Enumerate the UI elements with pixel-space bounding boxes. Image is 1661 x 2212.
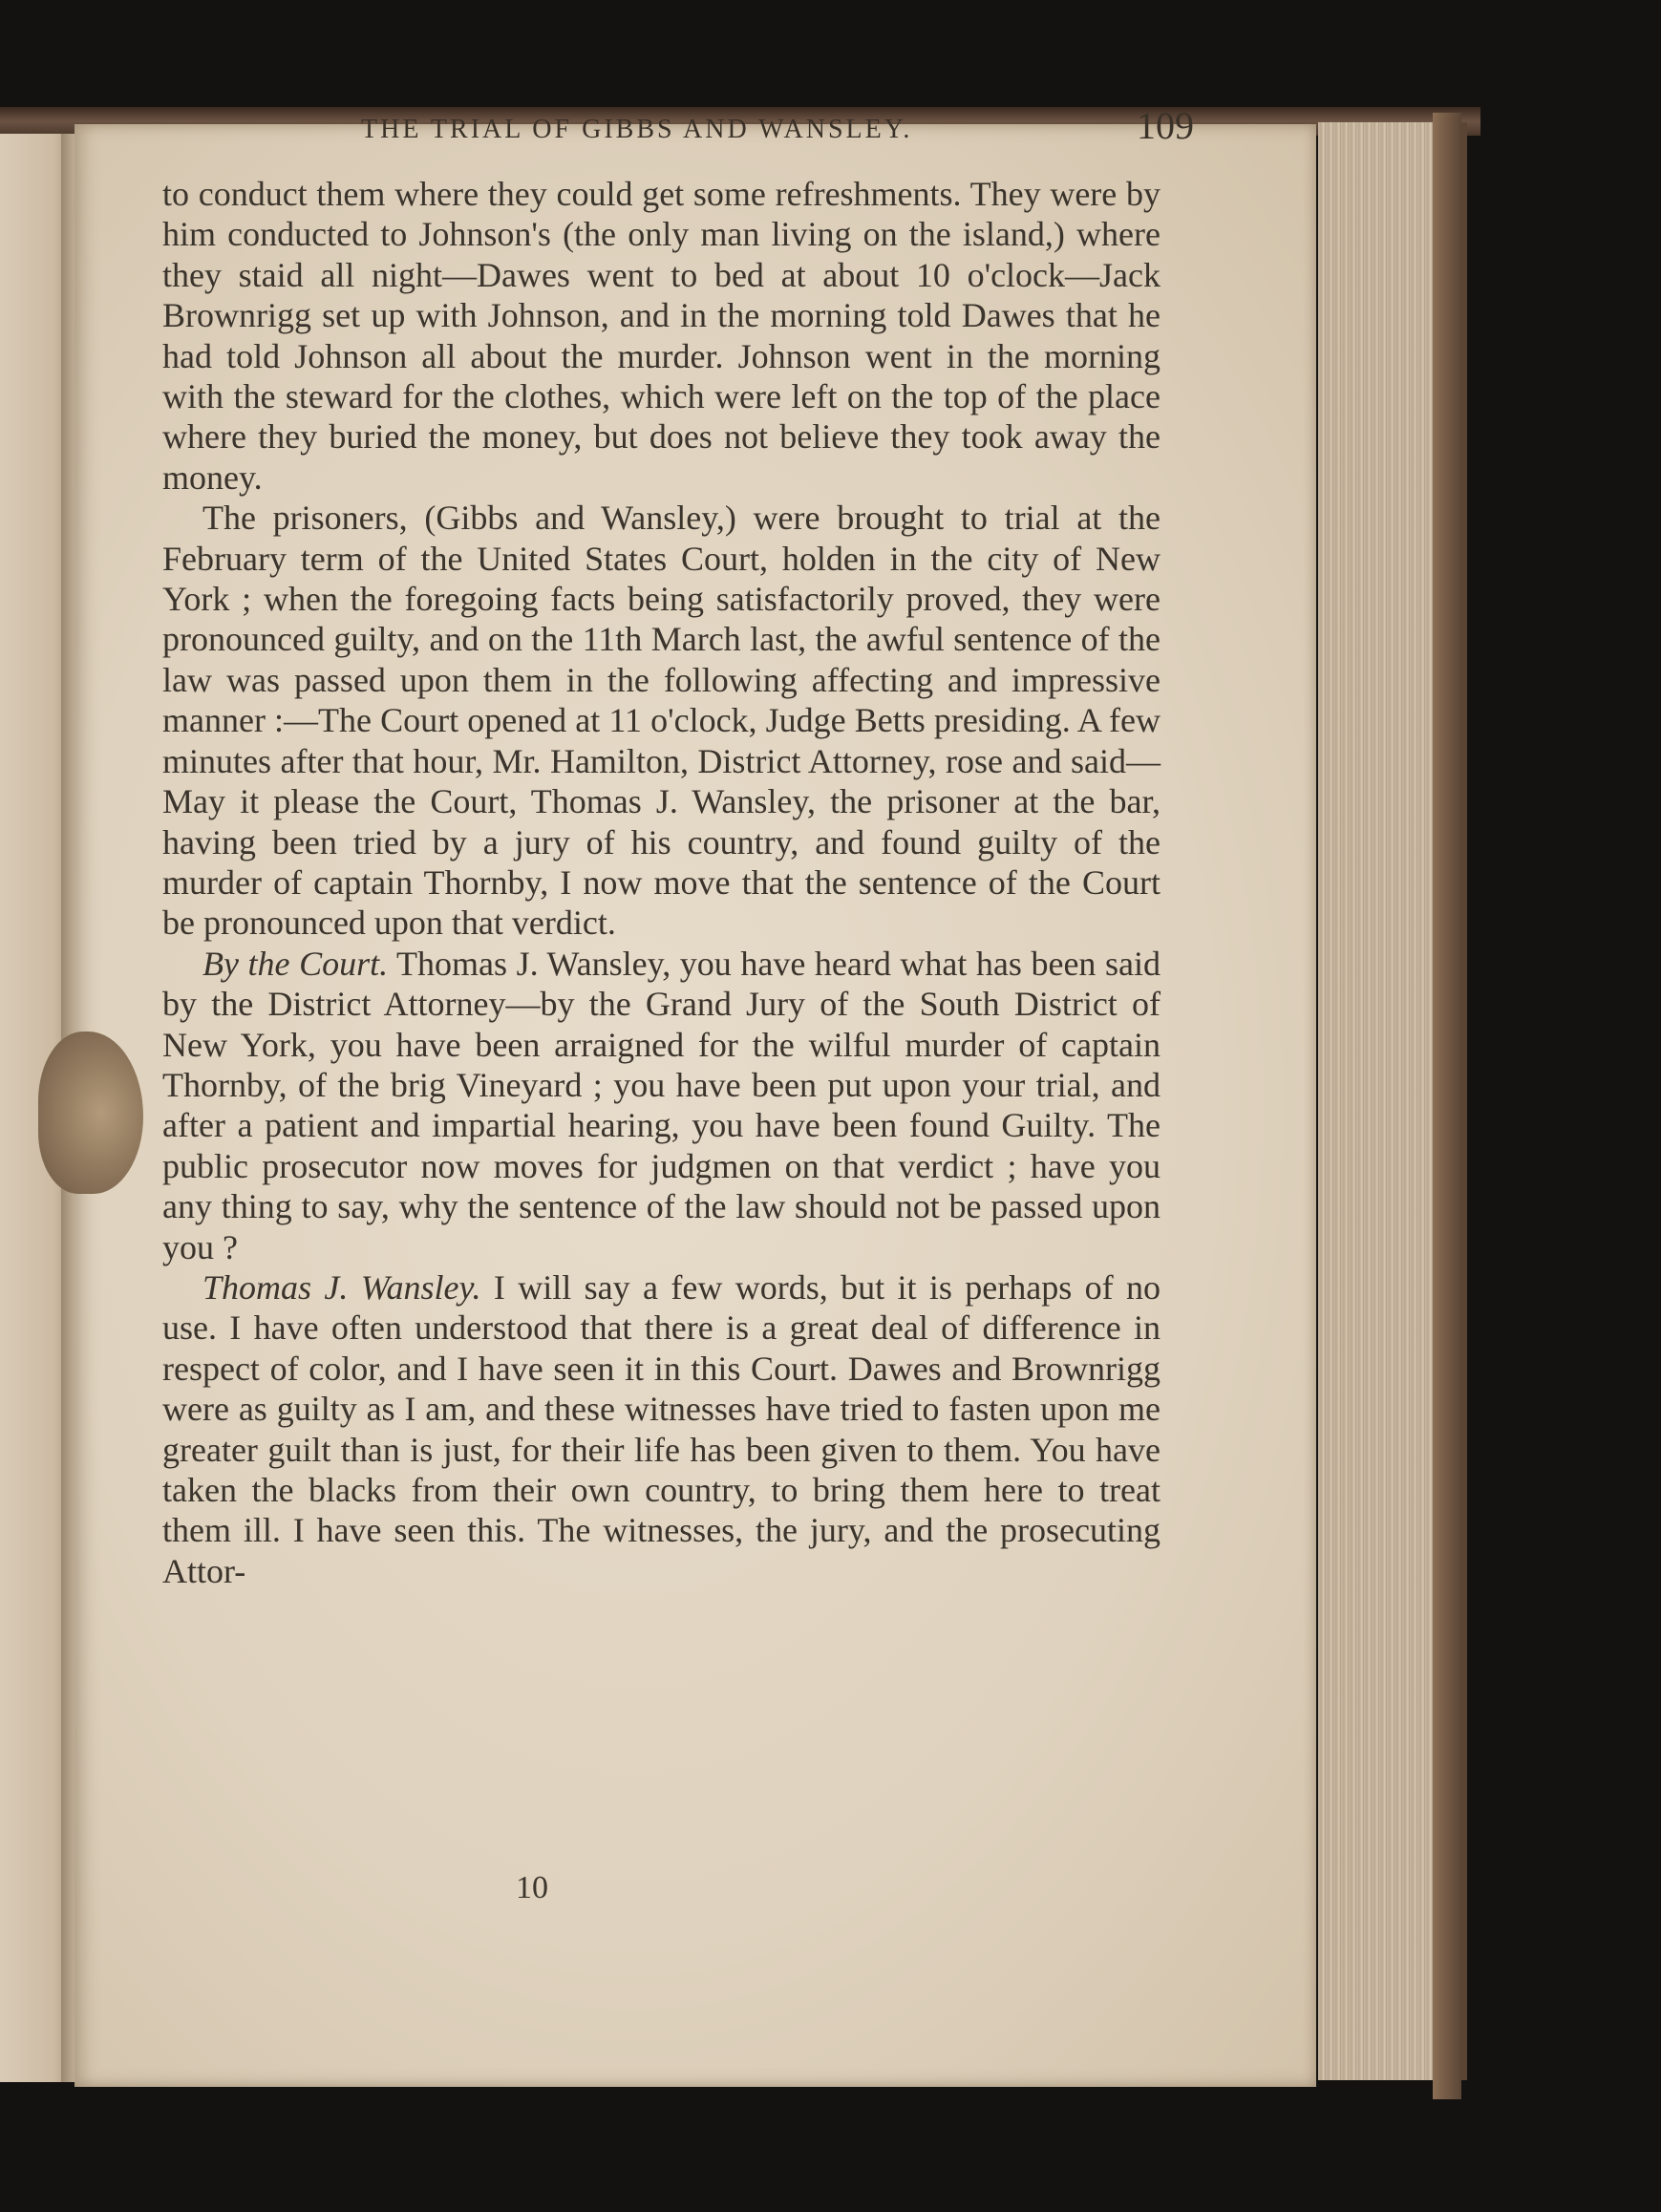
speaker-label: By the Court.: [202, 944, 389, 983]
body-text: [162, 174, 1161, 1591]
paragraph-3-text: Thomas J. Wansley, you have heard what has been said by the District Attorney—by the Grand Jury of the South District of New York, you have been arraigned for the wilful murder of captain Thornby, of the brig Vineyard ; you have been put upon your trial, and after a patient and impartial hearing, you have been found Guilty. The public prosecutor now moves for judgmen on that verdict ; have you any thing to say, why the sentence of the law should not be passed upon you ?: [162, 944, 1161, 1266]
paragraph-4: [162, 1267, 1161, 1591]
book-binding: [1433, 113, 1461, 2099]
running-title: THE TRIAL OF GIBBS AND WANSLEY.: [361, 115, 913, 144]
paragraph-4-text: I will say a few words, but it is perhaps of no use. I have often understood that there is a great deal of difference in respect of color, and I have seen it in this Court. Dawes and Brownrigg were as guilty as I am, and these witnesses have tried to fasten upon me greater guilt than is just, for their life has been given to them. You have taken the blacks from their own country, to bring them here to treat them ill. I have seen this. The witnesses, the jury, and the prosecuting Attor-: [162, 1267, 1161, 1590]
page-number: 109: [1137, 104, 1194, 147]
paragraph-2: The prisoners, (Gibbs and Wansley,) were brought to trial at the February term of the United States Court, holden in the city of New York ; when the foregoing facts being satisfactorily proved, they were pronounced guilty, and on the 11th March last, the awful sentence of the law was passed upon them in the following affecting and impressive manner :—The Court opened at 11 o'clock, Judge Betts presiding. A few minutes after that hour, Mr. Hamilton, District Attorney, rose and said—May it please the Court, Thomas J. Wansley, the prisoner at the bar, having been tried by a jury of his country, and found guilty of the murder of captain Thornby, I now move that the sentence of the Court be pronounced upon that verdict.: [162, 499, 1161, 943]
paragraph-3: [162, 944, 1161, 1267]
speaker-label: Thomas J. Wansley.: [202, 1267, 481, 1307]
paragraph-1: to conduct them where they could get some refreshments. They were by him conducted to Johnson's (the only man living on the island,) where they staid all night—Dawes went to bed at about 10 o'clock—Jack Brownrigg set up with Johnson, and in the morning told Dawes that he had told Johnson all about the murder. Johnson went in the morning with the steward for the clothes, which were left on the top of the place where they buried the money, but does not believe they took away the money.: [162, 175, 1161, 497]
running-head: [287, 103, 1194, 151]
signature-mark: 10: [516, 1870, 548, 1905]
